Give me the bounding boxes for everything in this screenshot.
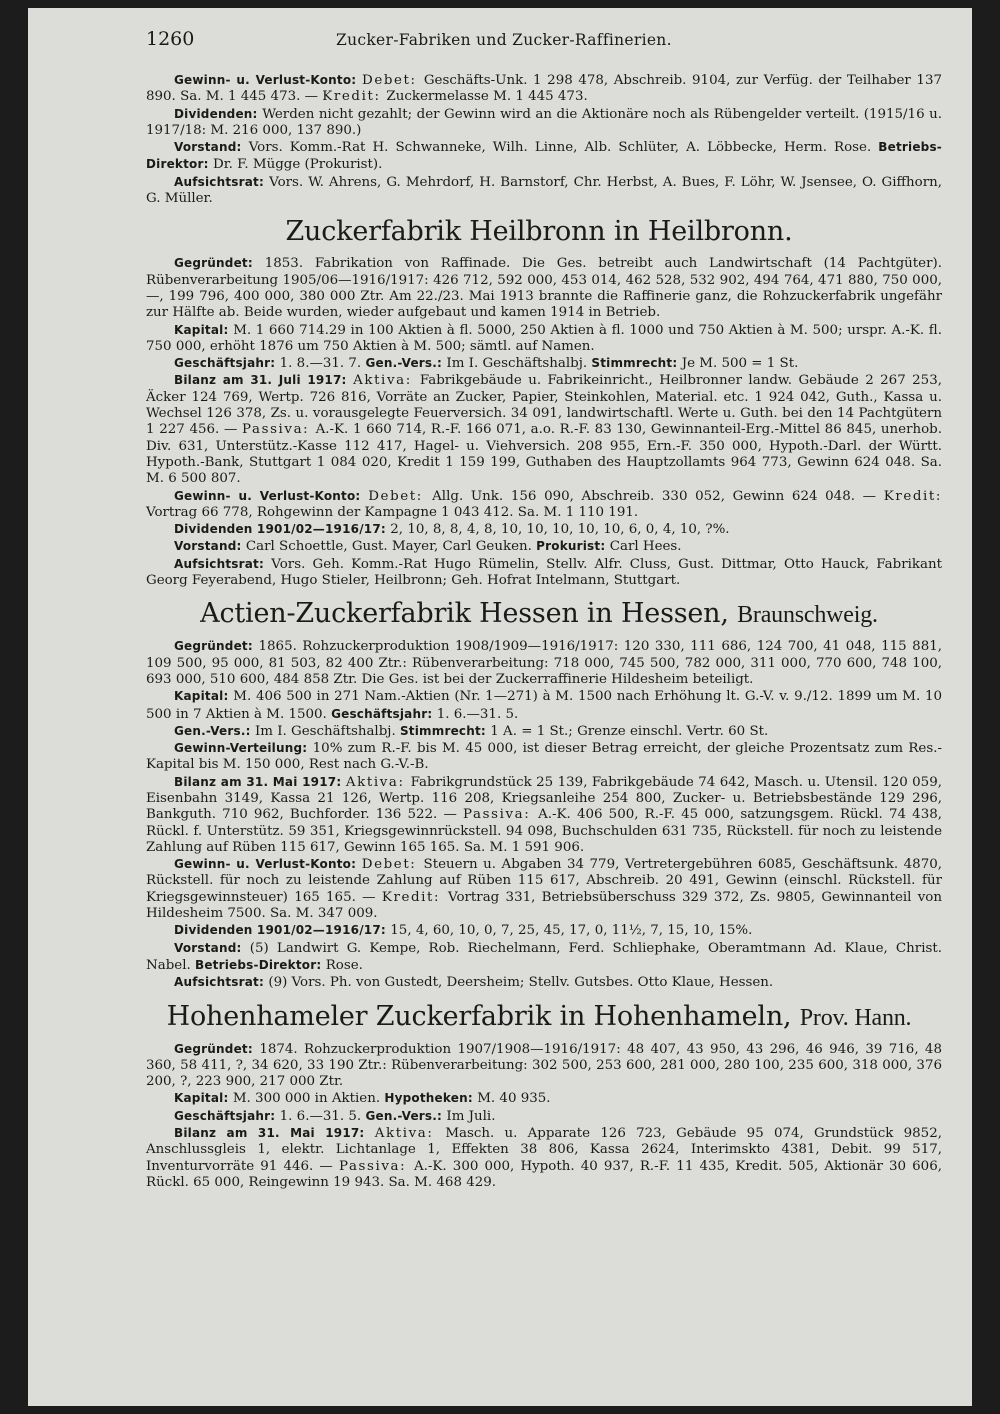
- entry-text: Allg. Unk. 156 090, Abschreib. 330 052, Gewinn 624 048. —: [432, 488, 884, 504]
- field-label: Kapital:: [174, 1091, 233, 1106]
- page-number: 1260: [146, 28, 195, 50]
- document-page: [28, 8, 972, 1406]
- account-side-label: Kredit:: [381, 889, 449, 905]
- field-label: Aufsichtsrat:: [174, 556, 272, 571]
- account-side-label: Aktiva:: [374, 1126, 446, 1142]
- entry-paragraph: [146, 922, 942, 939]
- field-label: Gen.-Vers.:: [365, 356, 447, 371]
- entry-paragraph: [146, 1108, 942, 1125]
- field-label: Vorstand:: [174, 940, 250, 955]
- entry-paragraph: [146, 1041, 942, 1091]
- entry-text: (5) Landwirt G. Kempe, Rob. Riechelmann, Ferd. Schliephake, Oberamtmann Ad. Klaue, Christ. Nabel.: [146, 940, 942, 973]
- entry-text: Steuern u. Abgaben 34 779, Vertretergebühren 6085, Geschäftsunk. 4870, Rückstell. für noch zu leistende Zahlung auf Rüben 115 617, Abschreib. 20 491, Gewinn (einschl. Rückstell. für Kriegsgewinnsteuer) 165 165. —: [146, 857, 942, 905]
- entry-text: 1. 6.—31. 5.: [279, 1108, 366, 1124]
- entry-text: A.-K. 406 500, R.-F. 45 000, satzungsgem. Rückl. 74 438, Rückl. f. Unterstütz. 59 351, Kriegsgewinnrückstell. 94 098, Buchschulden 631 735, Rückstell. für noch zu leistende Zahlung auf Rüben 115 617, Gewinn 165 165. Sa. M. 1 591 906.: [146, 807, 942, 855]
- field-label: Dividenden 1901/02—1916/17:: [174, 522, 391, 537]
- entry-text: Vors. Komm.-Rat H. Schwanneke, Wilh. Linne, Alb. Schlüter, A. Löbbecke, Herm. Rose.: [248, 140, 879, 156]
- entry-text: 1 A. = 1 St.; Grenze einschl. Vertr. 60 St.: [490, 723, 769, 739]
- company-place: Prov. Hann.: [799, 1004, 912, 1031]
- entry-text: M. 300 000 in Aktien.: [232, 1091, 385, 1107]
- entry-text: Carl Schoettle, Gust. Mayer, Carl Geuken.: [245, 539, 537, 555]
- entry-text: Zuckermelasse M. 1 445 473.: [386, 89, 588, 105]
- account-side-label: Aktiva:: [353, 373, 420, 389]
- entry-paragraph: [146, 774, 942, 856]
- field-label: Betriebs-Direktor:: [195, 957, 326, 972]
- entry-text: M. 40 935.: [477, 1091, 551, 1107]
- account-side-label: Debet:: [368, 488, 433, 504]
- field-label: Dividenden 1901/02—1916/17:: [174, 923, 391, 938]
- field-label: Gewinn- u. Verlust-Konto:: [174, 488, 369, 503]
- field-label: Kapital:: [174, 322, 234, 337]
- entry-paragraph: [146, 856, 942, 922]
- field-label: Stimmrecht:: [399, 723, 491, 738]
- company-entry: [146, 1002, 942, 1192]
- entry-paragraph: [146, 139, 942, 174]
- field-label: Hypotheken:: [384, 1091, 478, 1106]
- company-heading: [136, 1002, 942, 1033]
- field-label: Gegründet:: [174, 1041, 260, 1056]
- entry-paragraph: [146, 1125, 942, 1191]
- entry-text: Fabrikgebäude u. Fabrikeinricht., Heilbronner landw. Gebäude 2 267 253, Äcker 124 769, Wertp. 726 816, Vorräte an Zucker, Papier, Steinkohlen, Material. etc. 1 924 042, Guth., Kassa u. Wechsel 126 378, Zs. u. vorausgelegte Feuerversich. 34 091, landwirtschaftl. Werte u. Guth. bei den 14 Pachtgütern 1 227 456. —: [146, 373, 942, 438]
- field-label: Bilanz am 31. Juli 1917:: [174, 373, 354, 388]
- entry-text: 2, 10, 8, 8, 4, 8, 10, 10, 10, 10, 10, 6, 0, 4, 10, ?%.: [390, 522, 730, 538]
- entry-text: Werden nicht gezahlt; der Gewinn wird an die Aktionäre noch als Rübengelder verteilt. (1915/16 u. 1917/18: M. 216 000, 137 890.): [146, 106, 942, 138]
- field-label: Geschäftsjahr:: [174, 356, 280, 371]
- account-side-label: Kredit:: [883, 488, 942, 504]
- entry-paragraph: [146, 255, 942, 321]
- entry-text: Im I. Geschäftshalbj.: [446, 356, 592, 372]
- entry-paragraph: [146, 355, 942, 372]
- entry-paragraph: [146, 488, 942, 522]
- company-heading: [136, 599, 942, 630]
- entry-text: Masch. u. Apparate 126 723, Gebäude 95 074, Grundstück 9852, Anschlussgleis 1, elektr. Lichtanlage 1, Effekten 38 806, Kassa 2624, Interimskto 4381, Debit. 99 517, Inventurvorräte 91 446. —: [146, 1126, 942, 1174]
- entry-text: Je M. 500 = 1 St.: [681, 356, 799, 372]
- entry-text: Fabrikgrundstück 25 139, Fabrikgebäude 74 642, Masch. u. Utensil. 120 059, Eisenbahn 3149, Kassa 21 126, Wertp. 116 208, Kriegsanleihe 254 800, Zucker- u. Betriebsbestände 129 296, Bankguth. 710 962, Buchforder. 136 522. —: [146, 774, 942, 823]
- field-label: Geschäftsjahr:: [331, 706, 437, 721]
- account-side-label: Kredit:: [322, 89, 387, 105]
- account-side-label: Debet:: [361, 73, 424, 88]
- account-side-label: Passiva:: [463, 807, 539, 823]
- entry-text: Im Juli.: [446, 1108, 496, 1124]
- entry-paragraph: [146, 723, 942, 740]
- entry-text: Carl Hees.: [609, 539, 682, 555]
- entry-text: 10% zum R.-F. bis M. 45 000, ist dieser Betrag erreicht, der gleiche Prozentsatz zum Res.-Kapital bis M. 150 000, Rest nach G.-V.-B.: [146, 741, 942, 773]
- account-side-label: Debet:: [361, 857, 424, 873]
- entry-text: Vors. Geh. Komm.-Rat Hugo Rümelin, Stellv. Alfr. Cluss, Gust. Dittmar, Otto Hauck, Fabrikant Georg Feyerabend, Hugo Stieler, Heilbronn; Geh. Hofrat Intelmann, Stuttgart.: [146, 556, 942, 589]
- field-label: Gegründet:: [174, 639, 259, 654]
- entry-text: Vors. W. Ahrens, G. Mehrdorf, H. Barnstorf, Chr. Herbst, A. Bues, F. Löhr, W. Jsensee, O. Giffhorn, G. Müller.: [146, 174, 942, 207]
- entry-text: 1853. Fabrikation von Raffinade. Die Ges. betreibt auch Landwirtschaft (14 Pachtgüter). Rübenverarbeitung 1905/06—1916/1917: 426 712, 592 000, 453 014, 462 528, 532 902, 494 764, 471 880, 750 000, —, 199 796, 400 000, 380 000 Ztr. Am 22./23. Mai 1913 brannte die Raffinerie ganz, die Rohzuckerfabrik ungefähr zur Hälfte ab. Beide wurden, wieder aufgebaut und kamen 1914 in Betrieb.: [146, 256, 942, 321]
- entry-text: 15, 4, 60, 10, 0, 7, 25, 45, 17, 0, 11½, 7, 15, 10, 15%.: [390, 923, 753, 939]
- company-name: Hohenhameler Zuckerfabrik in Hohenhameln,: [166, 1000, 792, 1032]
- entry-text: 1874. Rohzuckerproduktion 1907/1908—1916/1917: 48 407, 43 950, 43 296, 46 946, 39 716, 48 360, 58 411, ?, 34 620, 33 190 Ztr.: Rübenverarbeitung: 302 500, 253 600, 281 000, 280 100, 235 600, 318 000, 376 200, ?, 223 900, 217 000 Ztr.: [146, 1041, 942, 1090]
- entry-paragraph: [146, 174, 942, 208]
- entry-paragraph: [146, 974, 942, 991]
- entry-paragraph: [146, 372, 942, 487]
- entry-paragraph: [146, 740, 942, 774]
- company-entry: [146, 217, 942, 589]
- company-name: Actien-Zuckerfabrik Hessen in Hessen,: [200, 598, 729, 630]
- entry-text: Vortrag 66 778, Rohgewinn der Kampagne 1 043 412. Sa. M. 1 110 191.: [146, 504, 639, 520]
- field-label: Stimmrecht:: [591, 356, 682, 371]
- field-label: Gegründet:: [174, 256, 265, 271]
- entry-text: Geschäfts-Unk. 1 298 478, Abschreib. 9104, zur Verfüg. der Teilhaber 137 890. Sa. M. 1 445 473. —: [146, 73, 942, 105]
- field-label: Bilanz am 31. Mai 1917:: [174, 1126, 375, 1141]
- field-label: Gewinn- u. Verlust-Konto:: [174, 73, 362, 87]
- field-label: Vorstand:: [174, 140, 249, 155]
- field-label: Aufsichtsrat:: [174, 975, 269, 990]
- field-label: Prokurist:: [536, 539, 610, 554]
- field-label: Gen.-Vers.:: [174, 723, 255, 738]
- running-title: Zucker-Fabriken und Zucker-Raffinerien.: [336, 31, 672, 49]
- entry-text: Im I. Geschäftshalbj.: [254, 723, 400, 739]
- field-label: Gewinn- u. Verlust-Konto:: [174, 857, 362, 872]
- entry-paragraph: [146, 72, 942, 106]
- entry-text: M. 1 660 714.29 in 100 Aktien à fl. 5000, 250 Aktien à fl. 1000 und 750 Aktien à M. 500; urspr. A.-K. fl. 750 000, erhöht 1876 um 750 Aktien à M. 500; sämtl. auf Namen.: [146, 322, 942, 354]
- entry-paragraph: [146, 322, 942, 356]
- field-label: Gen.-Vers.:: [365, 1108, 447, 1123]
- field-label: Geschäftsjahr:: [174, 1108, 280, 1123]
- entry-text: 1865. Rohzuckerproduktion 1908/1909—1916/1917: 120 330, 111 686, 124 700, 41 048, 115 881, 109 500, 95 000, 81 503, 82 400 Ztr.: Rübenverarbeitung: 718 000, 745 500, 782 000, 311 000, 770 600, 748 100, 693 000, 510 600, 484 858 Ztr. Die Ges. ist bei der Zuckerraffinerie Hildesheim beteiligt.: [146, 639, 942, 687]
- entry-paragraph: [146, 1090, 942, 1107]
- entry-text: 1. 8.—31. 7.: [279, 356, 366, 372]
- entry-text: A.-K. 1 660 714, R.-F. 166 071, a.o. R.-F. 83 130, Gewinnanteil-Erg.-Mittel 86 845, unerhob. Div. 631, Unterstütz.-Kasse 112 417, Hagel- u. Viehversich. 208 955, Ern.-F. 350 000, Hypoth.-Darl. der Württ. Hypoth.-Bank, Stuttgart 1 084 020, Kredit 1 159 199, Guthaben des Hauptzollamts 964 773, Gewinn 624 048. Sa. M. 6 500 807.: [146, 422, 942, 487]
- field-label: Aufsichtsrat:: [174, 174, 270, 189]
- field-label: Gewinn-Verteilung:: [174, 741, 313, 756]
- entry-text: Vortrag 331, Betriebsüberschuss 329 372, Zs. 9805, Gewinnanteil von Hildesheim 7500. Sa. M. 347 009.: [146, 889, 942, 922]
- account-side-label: Aktiva:: [345, 774, 411, 790]
- field-label: Betriebs-Direktor:: [146, 140, 942, 172]
- entry-text: 1. 6.—31. 5.: [436, 706, 519, 722]
- entry-text: Rose.: [325, 957, 363, 973]
- account-side-label: Passiva:: [338, 1158, 414, 1174]
- entry-paragraph: [146, 688, 942, 723]
- running-header: [146, 28, 942, 50]
- entry-paragraph: [146, 521, 942, 538]
- company-entry: [146, 72, 942, 207]
- company-entry: [146, 599, 942, 991]
- entry-text: A.-K. 300 000, Hypoth. 40 937, R.-F. 11 435, Kredit. 505, Aktionär 30 606, Rückl. 65 000, Reingewinn 19 943. Sa. M. 468 429.: [146, 1158, 942, 1190]
- entry-paragraph: [146, 106, 942, 140]
- entry-paragraph: [146, 638, 942, 688]
- account-side-label: Passiva:: [242, 422, 316, 438]
- field-label: Dividenden:: [174, 106, 263, 121]
- page-content: [146, 72, 942, 1191]
- company-place: Braunschweig.: [737, 602, 878, 629]
- entry-text: M. 406 500 in 271 Nam.-Aktien (Nr. 1—271) à M. 1500 nach Erhöhung lt. G.-V. v. 9./12. 1899 um M. 10 500 in 7 Aktien à M. 1500.: [146, 689, 943, 722]
- field-label: Kapital:: [174, 689, 234, 704]
- company-name: Zuckerfabrik Heilbronn in Heilbronn.: [285, 216, 793, 248]
- entry-text: Dr. F. Mügge (Prokurist).: [213, 157, 383, 173]
- entry-text: (9) Vors. Ph. von Gustedt, Deersheim; Stellv. Gutsbes. Otto Klaue, Hessen.: [268, 975, 774, 991]
- entry-paragraph: [146, 556, 942, 590]
- entry-paragraph: [146, 538, 942, 555]
- entry-paragraph: [146, 940, 942, 975]
- field-label: Bilanz am 31. Mai 1917:: [174, 774, 346, 789]
- field-label: Vorstand:: [174, 539, 246, 554]
- company-heading: [136, 217, 942, 247]
